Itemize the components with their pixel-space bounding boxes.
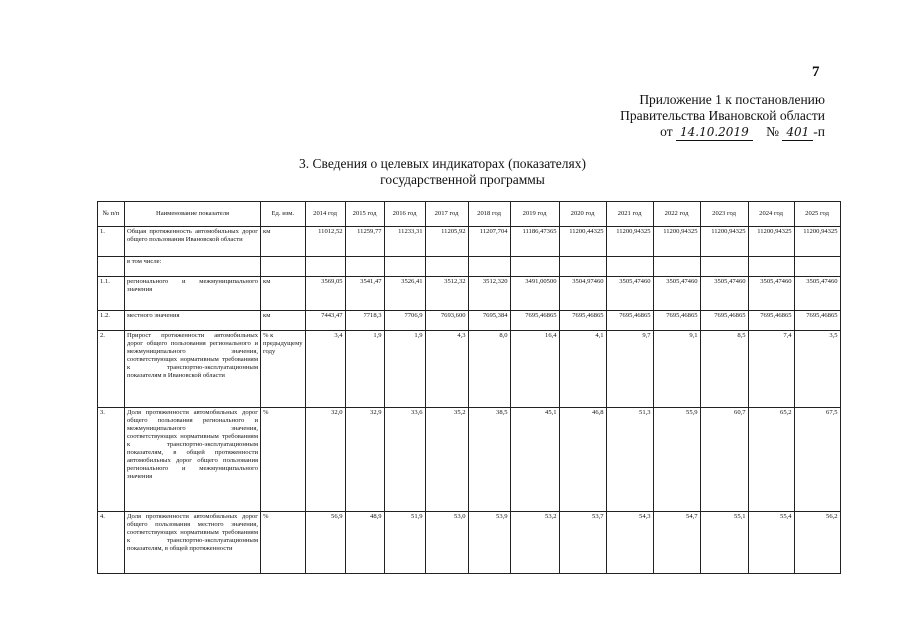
value-cell: 7695,46865 [700, 311, 748, 331]
indicator-name-cell: Доля протяженности автомобильных дорог общего пользования местного значения, соответствующих нормативным требованиям к транспортно-эксплуатационным показателям, в общей протяженности [125, 512, 261, 574]
unit-cell: % к предыдущему году [261, 331, 306, 408]
table-row [98, 512, 841, 574]
row-number-cell: 1.1. [98, 277, 125, 311]
value-cell: 53,2 [510, 512, 559, 574]
page-number: 7 [812, 64, 820, 80]
value-cell: 55,9 [653, 408, 700, 512]
value-cell [794, 257, 840, 277]
value-cell: 67,5 [794, 408, 840, 512]
value-cell: 65,2 [748, 408, 794, 512]
value-cell: 51,9 [384, 512, 425, 574]
column-header: 2015 год [345, 202, 384, 227]
value-cell: 45,1 [510, 408, 559, 512]
value-cell: 3504,97460 [559, 277, 606, 311]
row-number-cell: 4. [98, 512, 125, 574]
value-cell: 11200,94325 [653, 227, 700, 257]
section-heading-line-2: государственной программы [380, 172, 545, 187]
unit-cell: км [261, 277, 306, 311]
value-cell: 3526,41 [384, 277, 425, 311]
value-cell: 11012,52 [305, 227, 345, 257]
value-cell: 46,8 [559, 408, 606, 512]
table-row [98, 257, 841, 277]
value-cell: 54,3 [606, 512, 653, 574]
indicator-name-cell: Доля протяженности автомобильных дорог общего пользования регионального и межмуниципального значения, соответствующих нормативным требованиям к транспортно-эксплуатационным показателям, в общей протяженности автомобильных дорог общего пользования регионального и межмуниципального значения [125, 408, 261, 512]
value-cell: 7,4 [748, 331, 794, 408]
value-cell: 53,9 [468, 512, 510, 574]
value-cell: 4,1 [559, 331, 606, 408]
value-cell: 16,4 [510, 331, 559, 408]
value-cell: 11233,31 [384, 227, 425, 257]
unit-cell: % [261, 512, 306, 574]
row-number-cell: 1.2. [98, 311, 125, 331]
value-cell: 11200,44325 [559, 227, 606, 257]
column-header: 2022 год [653, 202, 700, 227]
table-row [98, 227, 841, 257]
value-cell: 3569,05 [305, 277, 345, 311]
value-cell [425, 257, 468, 277]
value-cell [606, 257, 653, 277]
value-cell: 35,2 [425, 408, 468, 512]
column-header: 2017 год [425, 202, 468, 227]
value-cell: 3512,320 [468, 277, 510, 311]
column-header: № п/п [98, 202, 125, 227]
value-cell: 7695,46865 [606, 311, 653, 331]
value-cell: 54,7 [653, 512, 700, 574]
value-cell: 7693,600 [425, 311, 468, 331]
value-cell [700, 257, 748, 277]
unit-cell [261, 257, 306, 277]
handwritten-number: 401 [782, 124, 813, 141]
column-header: 2014 год [305, 202, 345, 227]
value-cell: 3,4 [305, 331, 345, 408]
value-cell: 1,9 [345, 331, 384, 408]
unit-cell: км [261, 311, 306, 331]
table-row [98, 277, 841, 311]
value-cell: 4,3 [425, 331, 468, 408]
section-heading-line-1: 3. Сведения о целевых индикаторах (показателях) [299, 156, 586, 171]
row-number-cell: 3. [98, 408, 125, 512]
value-cell [468, 257, 510, 277]
column-header: 2018 год [468, 202, 510, 227]
value-cell: 11200,94325 [794, 227, 840, 257]
section-heading [0, 156, 905, 188]
ot-label: от [660, 124, 673, 139]
number-sign: № [766, 124, 779, 139]
column-header: 2019 год [510, 202, 559, 227]
value-cell: 3505,47460 [606, 277, 653, 311]
value-cell: 3505,47460 [748, 277, 794, 311]
indicator-name-cell: Прирост протяженности автомобильных дорог общего пользования регионального и межмуниципального значения, соответствующих нормативным требованиям к транспортно-эксплуатационным показателям в Ивановской области [125, 331, 261, 408]
value-cell: 11186,47365 [510, 227, 559, 257]
value-cell [305, 257, 345, 277]
value-cell: 48,9 [345, 512, 384, 574]
value-cell: 7695,46865 [653, 311, 700, 331]
value-cell [559, 257, 606, 277]
value-cell: 7695,384 [468, 311, 510, 331]
appendix-block [620, 92, 825, 141]
value-cell: 3505,47460 [700, 277, 748, 311]
value-cell: 7718,3 [345, 311, 384, 331]
value-cell: 11200,94325 [700, 227, 748, 257]
value-cell [510, 257, 559, 277]
table-row [98, 408, 841, 512]
value-cell: 56,2 [794, 512, 840, 574]
value-cell: 38,5 [468, 408, 510, 512]
value-cell: 3,5 [794, 331, 840, 408]
value-cell: 11205,92 [425, 227, 468, 257]
appendix-line-3 [620, 124, 825, 141]
value-cell: 7706,9 [384, 311, 425, 331]
value-cell [384, 257, 425, 277]
value-cell: 33,6 [384, 408, 425, 512]
value-cell: 3541,47 [345, 277, 384, 311]
value-cell: 3512,32 [425, 277, 468, 311]
value-cell: 11259,77 [345, 227, 384, 257]
value-cell: 7695,46865 [559, 311, 606, 331]
column-header: 2020 год [559, 202, 606, 227]
value-cell: 55,1 [700, 512, 748, 574]
table-body [98, 227, 841, 574]
column-header: 2024 год [748, 202, 794, 227]
table-row [98, 311, 841, 331]
unit-cell: км [261, 227, 306, 257]
value-cell: 7695,46865 [510, 311, 559, 331]
indicator-name-cell: местного значения [125, 311, 261, 331]
value-cell: 11200,94325 [748, 227, 794, 257]
value-cell: 3505,47460 [794, 277, 840, 311]
indicator-name-cell: Общая протяженность автомобильных дорог общего пользования Ивановской области [125, 227, 261, 257]
column-header: Ед. изм. [261, 202, 306, 227]
table-row [98, 331, 841, 408]
table-header-row [98, 202, 841, 227]
unit-cell: % [261, 408, 306, 512]
value-cell [345, 257, 384, 277]
value-cell: 11207,704 [468, 227, 510, 257]
number-suffix: -п [813, 124, 825, 139]
row-number-cell: 1. [98, 227, 125, 257]
column-header: Наименование показателя [125, 202, 261, 227]
handwritten-date: 14.10.2019 [676, 124, 753, 141]
value-cell: 53,0 [425, 512, 468, 574]
value-cell: 7695,46865 [748, 311, 794, 331]
row-number-cell: 2. [98, 331, 125, 408]
value-cell: 9,7 [606, 331, 653, 408]
value-cell: 55,4 [748, 512, 794, 574]
value-cell: 9,1 [653, 331, 700, 408]
value-cell: 7695,46865 [794, 311, 840, 331]
value-cell: 60,7 [700, 408, 748, 512]
value-cell: 56,9 [305, 512, 345, 574]
value-cell: 11200,94325 [606, 227, 653, 257]
indicator-name-cell: в том числе: [125, 257, 261, 277]
column-header: 2021 год [606, 202, 653, 227]
value-cell: 3491,00500 [510, 277, 559, 311]
column-header: 2025 год [794, 202, 840, 227]
indicators-table [97, 201, 841, 574]
value-cell: 51,3 [606, 408, 653, 512]
value-cell: 3505,47460 [653, 277, 700, 311]
value-cell: 7443,47 [305, 311, 345, 331]
value-cell: 8,0 [468, 331, 510, 408]
value-cell: 32,9 [345, 408, 384, 512]
column-header: 2023 год [700, 202, 748, 227]
indicator-name-cell: регионального и межмуниципального значения [125, 277, 261, 311]
value-cell: 1,9 [384, 331, 425, 408]
row-number-cell [98, 257, 125, 277]
value-cell: 53,7 [559, 512, 606, 574]
value-cell: 8,5 [700, 331, 748, 408]
value-cell: 32,0 [305, 408, 345, 512]
value-cell [748, 257, 794, 277]
appendix-line-2: Правительства Ивановской области [620, 108, 825, 123]
appendix-line-1: Приложение 1 к постановлению [639, 92, 825, 107]
value-cell [653, 257, 700, 277]
column-header: 2016 год [384, 202, 425, 227]
